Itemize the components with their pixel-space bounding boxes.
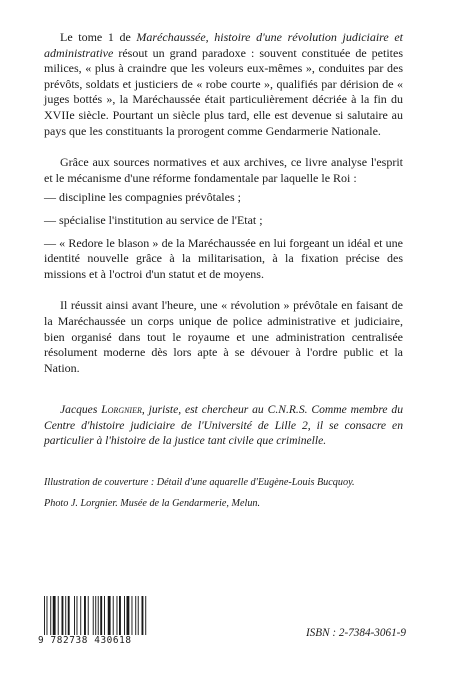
list-item: — spécialise l'institution au service de l'Etat ; [44, 212, 263, 227]
barcode-bar [44, 596, 45, 635]
barcode-bar [145, 596, 146, 635]
author-first-name: Jacques [60, 403, 102, 417]
barcode-bar [68, 596, 70, 635]
book-title: Maréchaussée, histoire d'une révolution judiciaire et administrative [44, 30, 403, 60]
list-item: — discipline les compagnies prévôtales ; [44, 190, 241, 205]
barcode-bar [98, 596, 99, 635]
barcode-bar [47, 596, 48, 635]
barcode-bar [108, 596, 111, 635]
isbn: ISBN : 2-7384-3061-9 [305, 627, 406, 639]
blurb-p1-start: Le tome 1 de [60, 30, 137, 44]
barcode-bar [113, 596, 114, 635]
barcode-bar [119, 596, 121, 635]
barcode-bar [93, 596, 94, 635]
barcode-bar [95, 596, 96, 635]
barcode-bar [117, 596, 118, 635]
blurb-p1-rest: résout un grand paradoxe : souvent constituée de petites milices, « plus à craindre que les voleurs eux-mêmes », conduites par des prévôts, soldats et justiciers de « robe courte », qualifiés par dérision de « juges bottés », la Maréchaussée était particulièrement décriée à la fin du XVIIe siècle. Pourtant un siècle plus tard, elle est devenue si salutaire au pays que les constituants la prorogent comme Gendarmerie Nationale. [44, 45, 403, 138]
barcode-bar [138, 596, 139, 635]
author-bio [44, 402, 403, 448]
barcode-bar [124, 596, 125, 635]
barcode-bar [104, 596, 105, 635]
barcode-bar [80, 596, 81, 635]
barcode-bar [84, 596, 86, 635]
cover-credit: Illustration de couverture : Détail d'une aquarelle d'Eugène-Louis Bucquoy. [44, 476, 355, 488]
barcode-bar [135, 596, 136, 635]
barcode-bar [127, 596, 130, 635]
barcode-bar [50, 596, 51, 635]
barcode-bar [74, 596, 75, 635]
author-last-name: Lorgnier [101, 403, 142, 417]
barcode-bars [44, 596, 148, 635]
barcode-bar [132, 596, 133, 635]
barcode-bar [58, 596, 59, 635]
blurb-paragraph-2: Grâce aux sources normatives et aux archives, ce livre analyse l'esprit et le mécanisme d'une réforme fondamentale par laquelle le Roi : [44, 155, 403, 185]
barcode-bar [65, 596, 66, 635]
blurb-paragraph-3: Il réussit ainsi avant l'heure, une « révolution » prévôtale en faisant de la Maréchaussée un corps unique de police administrative et judiciaire, bien organisé dans tout le royaume et une administration centralisée résolument moderne dès lors apte à se dévouer à l'ordre public et la Nation. [44, 298, 403, 375]
barcode-bar [142, 596, 144, 635]
barcode-bar [53, 596, 56, 635]
author-bio-text: , juriste, est chercheur au C.N.R.S. Comme membre du Centre d'histoire judiciaire de l'Université de Lille 2, il se consacre en particulier à l'histoire de la justice tant civile que criminelle. [44, 403, 403, 448]
photo-credit: Photo J. Lorgnier. Musée de la Gendarmerie, Melun. [44, 497, 261, 509]
barcode-bar [100, 596, 102, 635]
blurb-paragraph-1 [44, 30, 403, 139]
barcode [38, 596, 150, 648]
barcode-bar [62, 596, 64, 635]
barcode-bar [88, 596, 89, 635]
barcode-digits: 9 782738 430618 [38, 635, 132, 646]
list-item: — « Redore le blason » de la Maréchaussée en lui forgeant un idéal et une identité nouvelle grâce à la militarisation, à la fixation précise des missions et à l'octroi d'un statut et de moyens. [44, 235, 403, 281]
barcode-bar [77, 596, 78, 635]
